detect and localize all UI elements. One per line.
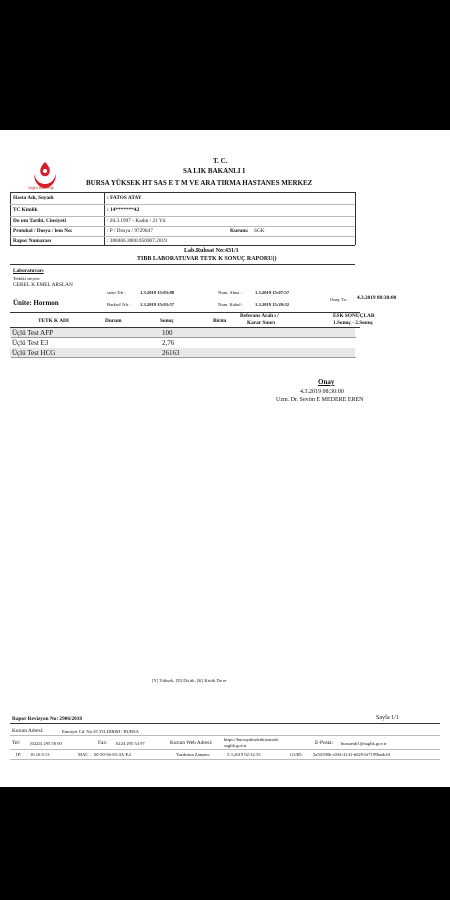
order-time-value: 1.3.2019 15:03:08 xyxy=(140,290,175,295)
institution-value: SGK xyxy=(254,228,265,234)
table-row-test: Üçlü Test E3 xyxy=(12,339,49,347)
email-label: E-Posta: xyxy=(315,740,333,746)
header-hospital: BURSA YÜKSEK HT SAS E T M VE ARA TIRMA HASTANES MERKEZ xyxy=(86,179,313,187)
lab-heading: Laboratuvarı xyxy=(13,268,44,274)
col-reference-2: Karar Sınırı xyxy=(247,320,276,326)
logo-caption: Sağlık Bakanlığı xyxy=(28,186,54,190)
table-row-result: 26163 xyxy=(162,349,180,357)
approval-time-value: 4.3.2019 08:30:00 xyxy=(357,295,397,301)
approval-date: 4.3.2019 08:30:00 xyxy=(300,389,344,395)
col-reference-1: Referans Aralı ı / xyxy=(240,313,279,319)
fax-label: Fax: xyxy=(98,740,108,746)
header-tc: T. C. xyxy=(213,157,228,165)
requester-label: Tetkiki steyen: xyxy=(13,276,41,281)
address-label: Kurum Adresi: xyxy=(12,728,44,734)
approval-title: Onay xyxy=(318,378,335,386)
mac-label: MAC : xyxy=(78,752,91,757)
header-ministry: SA LIK BAKANLI I xyxy=(183,167,246,175)
col-status: Durum xyxy=(105,318,122,324)
protocol-label: Protokol / Dosya / lem No: xyxy=(13,228,73,234)
col-unit: Birim xyxy=(213,318,227,324)
table-row-bg xyxy=(10,328,355,337)
sample-take-label: Num. Alma : xyxy=(218,290,242,295)
print-time-label: Yazdırma Zamanı: xyxy=(176,752,211,757)
tel-label: Tel: xyxy=(12,740,21,746)
table-row-bg xyxy=(10,348,355,357)
report-page xyxy=(0,130,450,787)
email-value: bursaeah1@saglik.gov.tr xyxy=(341,741,387,746)
web-value-1: https://bursayuksekihtisaseah. xyxy=(224,737,279,742)
fax-value: 0224 295 54 97 xyxy=(116,741,145,746)
requester-name: GEBEL K EMEL ARSLAN xyxy=(13,282,73,288)
patient-name-label: Hasta Adı, Soyadı xyxy=(13,195,54,201)
order-time-label: stem Trh : xyxy=(107,290,126,295)
approval-doctor: Uzm. Dr. Sevim E MEDERE EREN xyxy=(276,397,364,403)
ip-value: 10.16.9.13 xyxy=(30,752,50,757)
sample-accept-value: 1.3.2019 15:29:52 xyxy=(255,302,290,307)
report-number-value: : 388466.3000.956967.2019 xyxy=(107,238,167,244)
tc-value: : 14*******42 xyxy=(107,207,140,213)
page-number: Sayfa 1/1 xyxy=(376,715,399,721)
report-title: TIBB LABORATUVAR TETK K SONUÇ RAPORU() xyxy=(137,256,277,262)
protocol-value: : P / Dosya / 9729047 xyxy=(107,228,153,234)
institution-label: Kurum: xyxy=(230,228,249,234)
table-row-result: 100 xyxy=(162,329,173,337)
sample-accept-label: Num. Kabul : xyxy=(218,302,244,307)
legend-text: [Y] Yüksek, [D] Dü ük, [K] Kritik De er xyxy=(152,678,227,683)
lab-license: Lab.Ruhsat No:431/1 xyxy=(184,248,239,254)
barcode-time-value: 1.3.2019 15:03:57 xyxy=(140,302,175,307)
col-result: Sonuç xyxy=(160,318,174,324)
col-old-results-1: ESK SONUÇLAR xyxy=(333,313,375,319)
col-old-results-2: 1.Sonuç - 2.Sonuç xyxy=(333,320,374,326)
table-row-result: 2,76 xyxy=(162,339,175,347)
guid-label: GUID: xyxy=(290,752,303,757)
print-time-value: 5.3.2019 02:32:35 xyxy=(227,752,261,757)
sample-take-value: 1.3.2019 15:07:57 xyxy=(255,290,290,295)
barcode-time-label: Barkod Trh : xyxy=(107,302,131,307)
birth-value: : 20.3.1997 - Kadın / 21 Yıl xyxy=(107,218,166,224)
web-label: Kurum Web Adresi: xyxy=(170,740,213,746)
tel-value: (0224) 295 50 00 xyxy=(30,741,62,746)
web-value-2: saglik.gov.tr xyxy=(224,743,247,748)
mac-value: 00-50-56-83-4A-E4 xyxy=(94,752,131,757)
revision-number: Rapor Revizyon No: 2906/2018 xyxy=(12,716,83,722)
address-value: Emniyet Cd. No:35 YILDIRIM / BURSA xyxy=(62,729,139,734)
table-row-test: Üçlü Test AFP xyxy=(12,329,53,337)
report-number-label: Rapor Numarası xyxy=(13,238,52,244)
tc-label: TC Kimlik xyxy=(13,207,38,213)
patient-name-value: : FATOS ATAY xyxy=(107,195,142,201)
table-row-test: Üçlü Test HCG xyxy=(12,349,56,357)
unit-name: Ünite: Hormon xyxy=(13,299,59,307)
birth-label: Do um Tarihi, Cinsiyeti xyxy=(13,218,66,224)
ip-label: IP: xyxy=(16,752,22,757)
approval-time-label: Onay Trı : xyxy=(330,297,349,302)
guid-value: 5a50198b-c034-4141-b029-bf7199bedc61 xyxy=(313,752,391,757)
col-test-name: TETK K ADI xyxy=(38,318,69,324)
